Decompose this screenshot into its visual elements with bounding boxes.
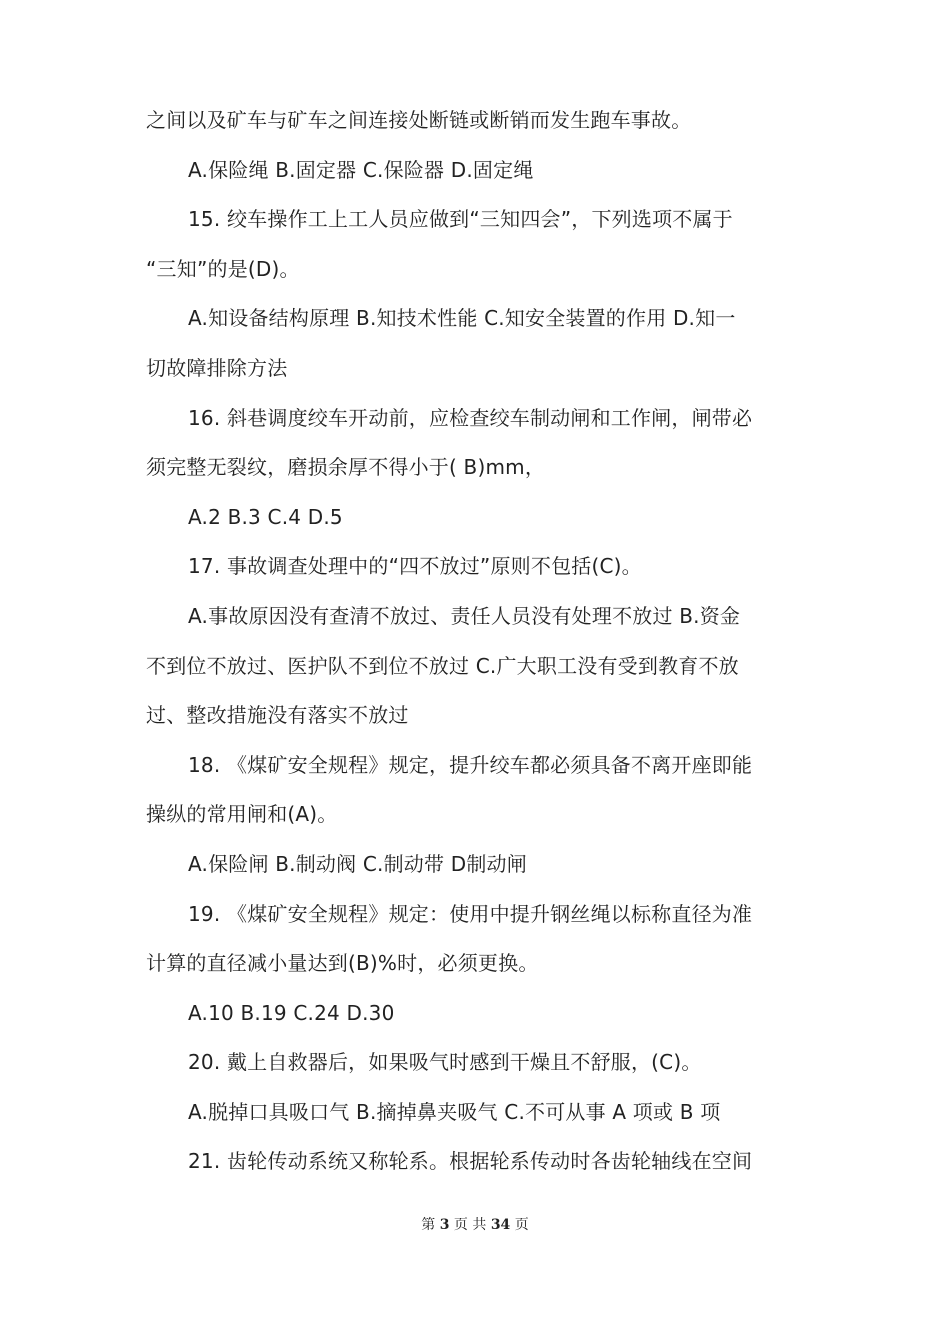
page-footer bbox=[0, 1214, 950, 1234]
text-line: 21. 齿轮传动系统又称轮系。根据轮系传动时各齿轮轴线在空间 bbox=[188, 1149, 753, 1174]
text-line: 17. 事故调查处理中的“四不放过”原则不包括(C)。 bbox=[188, 554, 642, 579]
text-line: 19. 《煤矿安全规程》规定：使用中提升钢丝绳以标称直径为准 bbox=[188, 901, 753, 926]
text-line: “三知”的是(D)。 bbox=[146, 256, 300, 281]
document-body bbox=[146, 96, 814, 1187]
footer-total-pages: 34 bbox=[490, 1217, 511, 1233]
text-line: 16. 斜巷调度绞车开动前，应检查绞车制动闸和工作闸，闸带必 bbox=[188, 405, 753, 430]
footer-middle: 页 共 bbox=[453, 1217, 487, 1233]
text-line: 操纵的常用闸和(A)。 bbox=[146, 802, 338, 827]
footer-suffix: 页 bbox=[514, 1217, 529, 1233]
text-line: A.脱掉口具吸口气 B.摘掉鼻夹吸气 C.不可从事 A 项或 B 项 bbox=[188, 1099, 721, 1124]
text-line: 不到位不放过、医护队不到位不放过 C.广大职工没有受到教育不放 bbox=[146, 653, 739, 678]
text-line: 15. 绞车操作工上工人员应做到“三知四会”，下列选项不属于 bbox=[188, 207, 733, 232]
text-line: 之间以及矿车与矿车之间连接处断链或断销而发生跑车事故。 bbox=[146, 108, 692, 132]
footer-prefix: 第 bbox=[421, 1217, 436, 1233]
text-line: A.事故原因没有查清不放过、责任人员没有处理不放过 B.资金 bbox=[188, 603, 741, 628]
text-line: A.10 B.19 C.24 D.30 bbox=[188, 1000, 395, 1025]
text-line: 18. 《煤矿安全规程》规定，提升绞车都必须具备不离开座即能 bbox=[188, 752, 753, 777]
footer-current-page: 3 bbox=[439, 1217, 450, 1233]
text-line: 过、整改措施没有落实不放过 bbox=[146, 703, 409, 728]
text-line: A.2 B.3 C.4 D.5 bbox=[188, 504, 343, 529]
text-line: 须完整无裂纹，磨损余厚不得小于( B)mm， bbox=[146, 455, 546, 480]
text-line: A.保险绳 B.固定器 C.保险器 D.固定绳 bbox=[188, 157, 534, 182]
text-line: A.知设备结构原理 B.知技术性能 C.知安全装置的作用 D.知一 bbox=[188, 306, 736, 331]
text-line: 20. 戴上自救器后，如果吸气时感到干燥且不舒服，(C)。 bbox=[188, 1050, 702, 1075]
text-line: 切故障排除方法 bbox=[146, 355, 288, 380]
text-line: 计算的直径减小量达到(B)%时，必须更换。 bbox=[146, 951, 539, 976]
text-line: A.保险闸 B.制动阀 C.制动带 D制动闸 bbox=[188, 851, 527, 876]
